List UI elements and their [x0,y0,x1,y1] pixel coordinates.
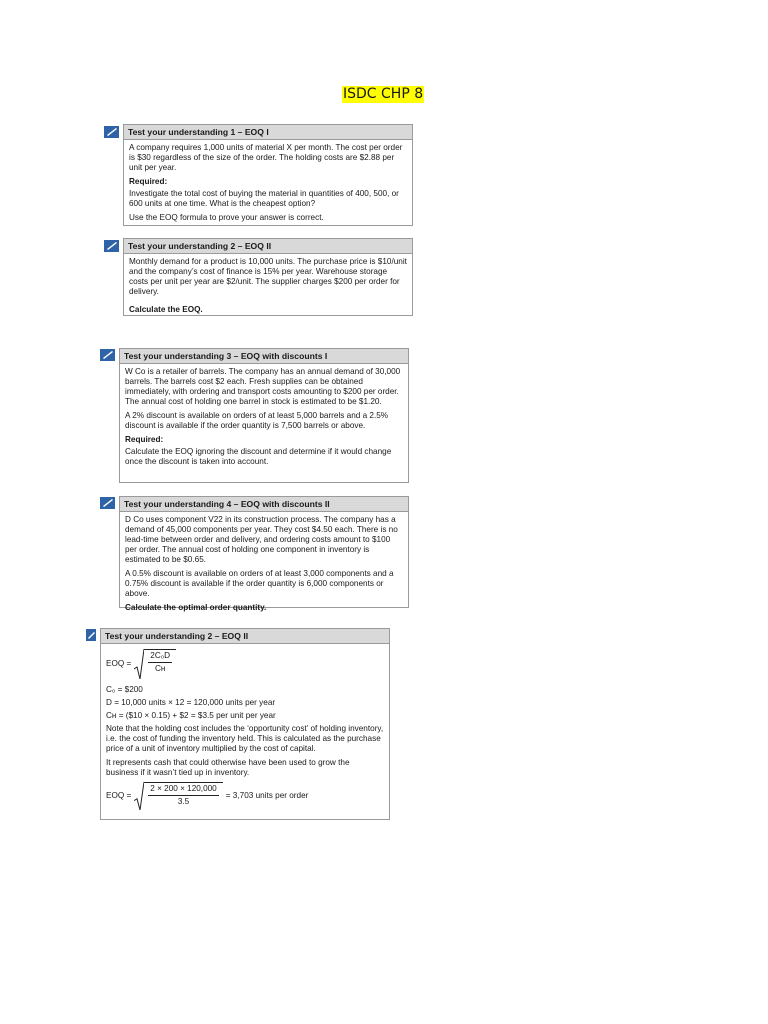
box-heading: Test your understanding 4 – EOQ with discounts II [120,497,408,512]
required-label: Required: [125,435,164,444]
calc-numerator: 2 × 200 × 120,000 [148,784,218,796]
eoq-result: = 3,703 units per order [225,791,309,800]
pencil-icon [99,347,117,363]
pencil-icon [103,238,121,254]
box-heading: Test your understanding 2 – EOQ II [101,629,389,644]
ch-line: Cн = ($10 × 0.15) + $2 = $3.5 per unit per year [106,711,276,720]
exercise-box-4 [119,496,409,612]
pencil-icon [99,495,117,511]
pencil-icon [86,627,98,643]
box-text: A company requires 1,000 units of material X per month. The cost per order is $30 regardless of the size of the order. The holding costs are $2.88 per unit per year. [129,143,403,172]
eoq-calculation [106,782,384,810]
box-text: Calculate the EOQ. [129,305,203,314]
d-line: D = 10,000 units × 12 = 120,000 units per year [106,698,276,707]
box-text: Investigate the total cost of buying the material in quantities of 400, 500, or 600 units at one time. What is the cheapest option? [129,189,399,208]
required-label: Required: [129,177,168,186]
calc-denominator: 3.5 [177,797,190,806]
box-text: Monthly demand for a product is 10,000 units. The purchase price is $10/unit and the company’s cost of finance is 15% per year. Warehouse storage costs per unit per year are $2/unit. The supplier charges $200 per order for delivery. [129,257,407,296]
box-text: D Co uses component V22 in its construction process. The company has a demand of 45,000 components per year. They cost $4.50 each. There is no lead-time between order and delivery, and ordering costs amount to $100 per order. The annual cost of holding one component in inventory is estimated to be $0.65. [125,515,398,564]
box-heading: Test your understanding 2 – EOQ II [124,239,412,254]
eoq-formula [106,649,384,679]
box-heading: Test your understanding 3 – EOQ with discounts I [120,349,408,364]
eoq-label: EOQ = [106,791,132,800]
box-heading: Test your understanding 1 – EOQ I [124,125,412,140]
box-text: W Co is a retailer of barrels. The company has an annual demand of 30,000 barrels. The barrels cost $2 each. Fresh supplies can be obtained immediately, with ordering and transport costs amounting to $200 per order. The annual cost of holding one barrel in stock is estimated to be $1.20. [125,367,401,406]
box-text: Calculate the EOQ ignoring the discount and determine if it would change once the discount is taken into account. [125,447,392,466]
box-text: Use the EOQ formula to prove your answer is correct. [129,213,324,222]
sqrt-symbol [134,782,144,810]
document-title: ISDC CHP 8 [343,86,424,102]
solution-box [100,628,390,820]
box-text: A 0.5% discount is available on orders of at least 3,000 components and a 0.75% discount is available if the order quantity is 6,000 components or above. [125,569,394,598]
box-text: Calculate the optimal order quantity. [125,603,267,612]
cash-text: It represents cash that could otherwise have been used to grow the business if it wasn’t tied up in inventory. [106,758,350,777]
co-line: C₀ = $200 [106,685,143,694]
sqrt-symbol [134,649,144,679]
box-text: A 2% discount is available on orders of at least 5,000 barrels and a 2.5% discount is available if the order quantity is 7,500 barrels or above. [125,411,389,430]
exercise-box-1 [123,124,413,226]
pencil-icon [103,124,121,140]
exercise-box-2 [123,238,413,316]
formula-denominator: Cн [154,664,166,673]
eoq-label: EOQ = [106,659,132,668]
exercise-box-3 [119,348,409,483]
note-text: Note that the holding cost includes the ‘opportunity cost’ of holding inventory, i.e. the cost of funding the inventory held. This is calculated as the purchase price of a unit of inventory multiplied by the cost of capital. [106,724,384,753]
formula-numerator: 2C₀D [148,651,172,663]
